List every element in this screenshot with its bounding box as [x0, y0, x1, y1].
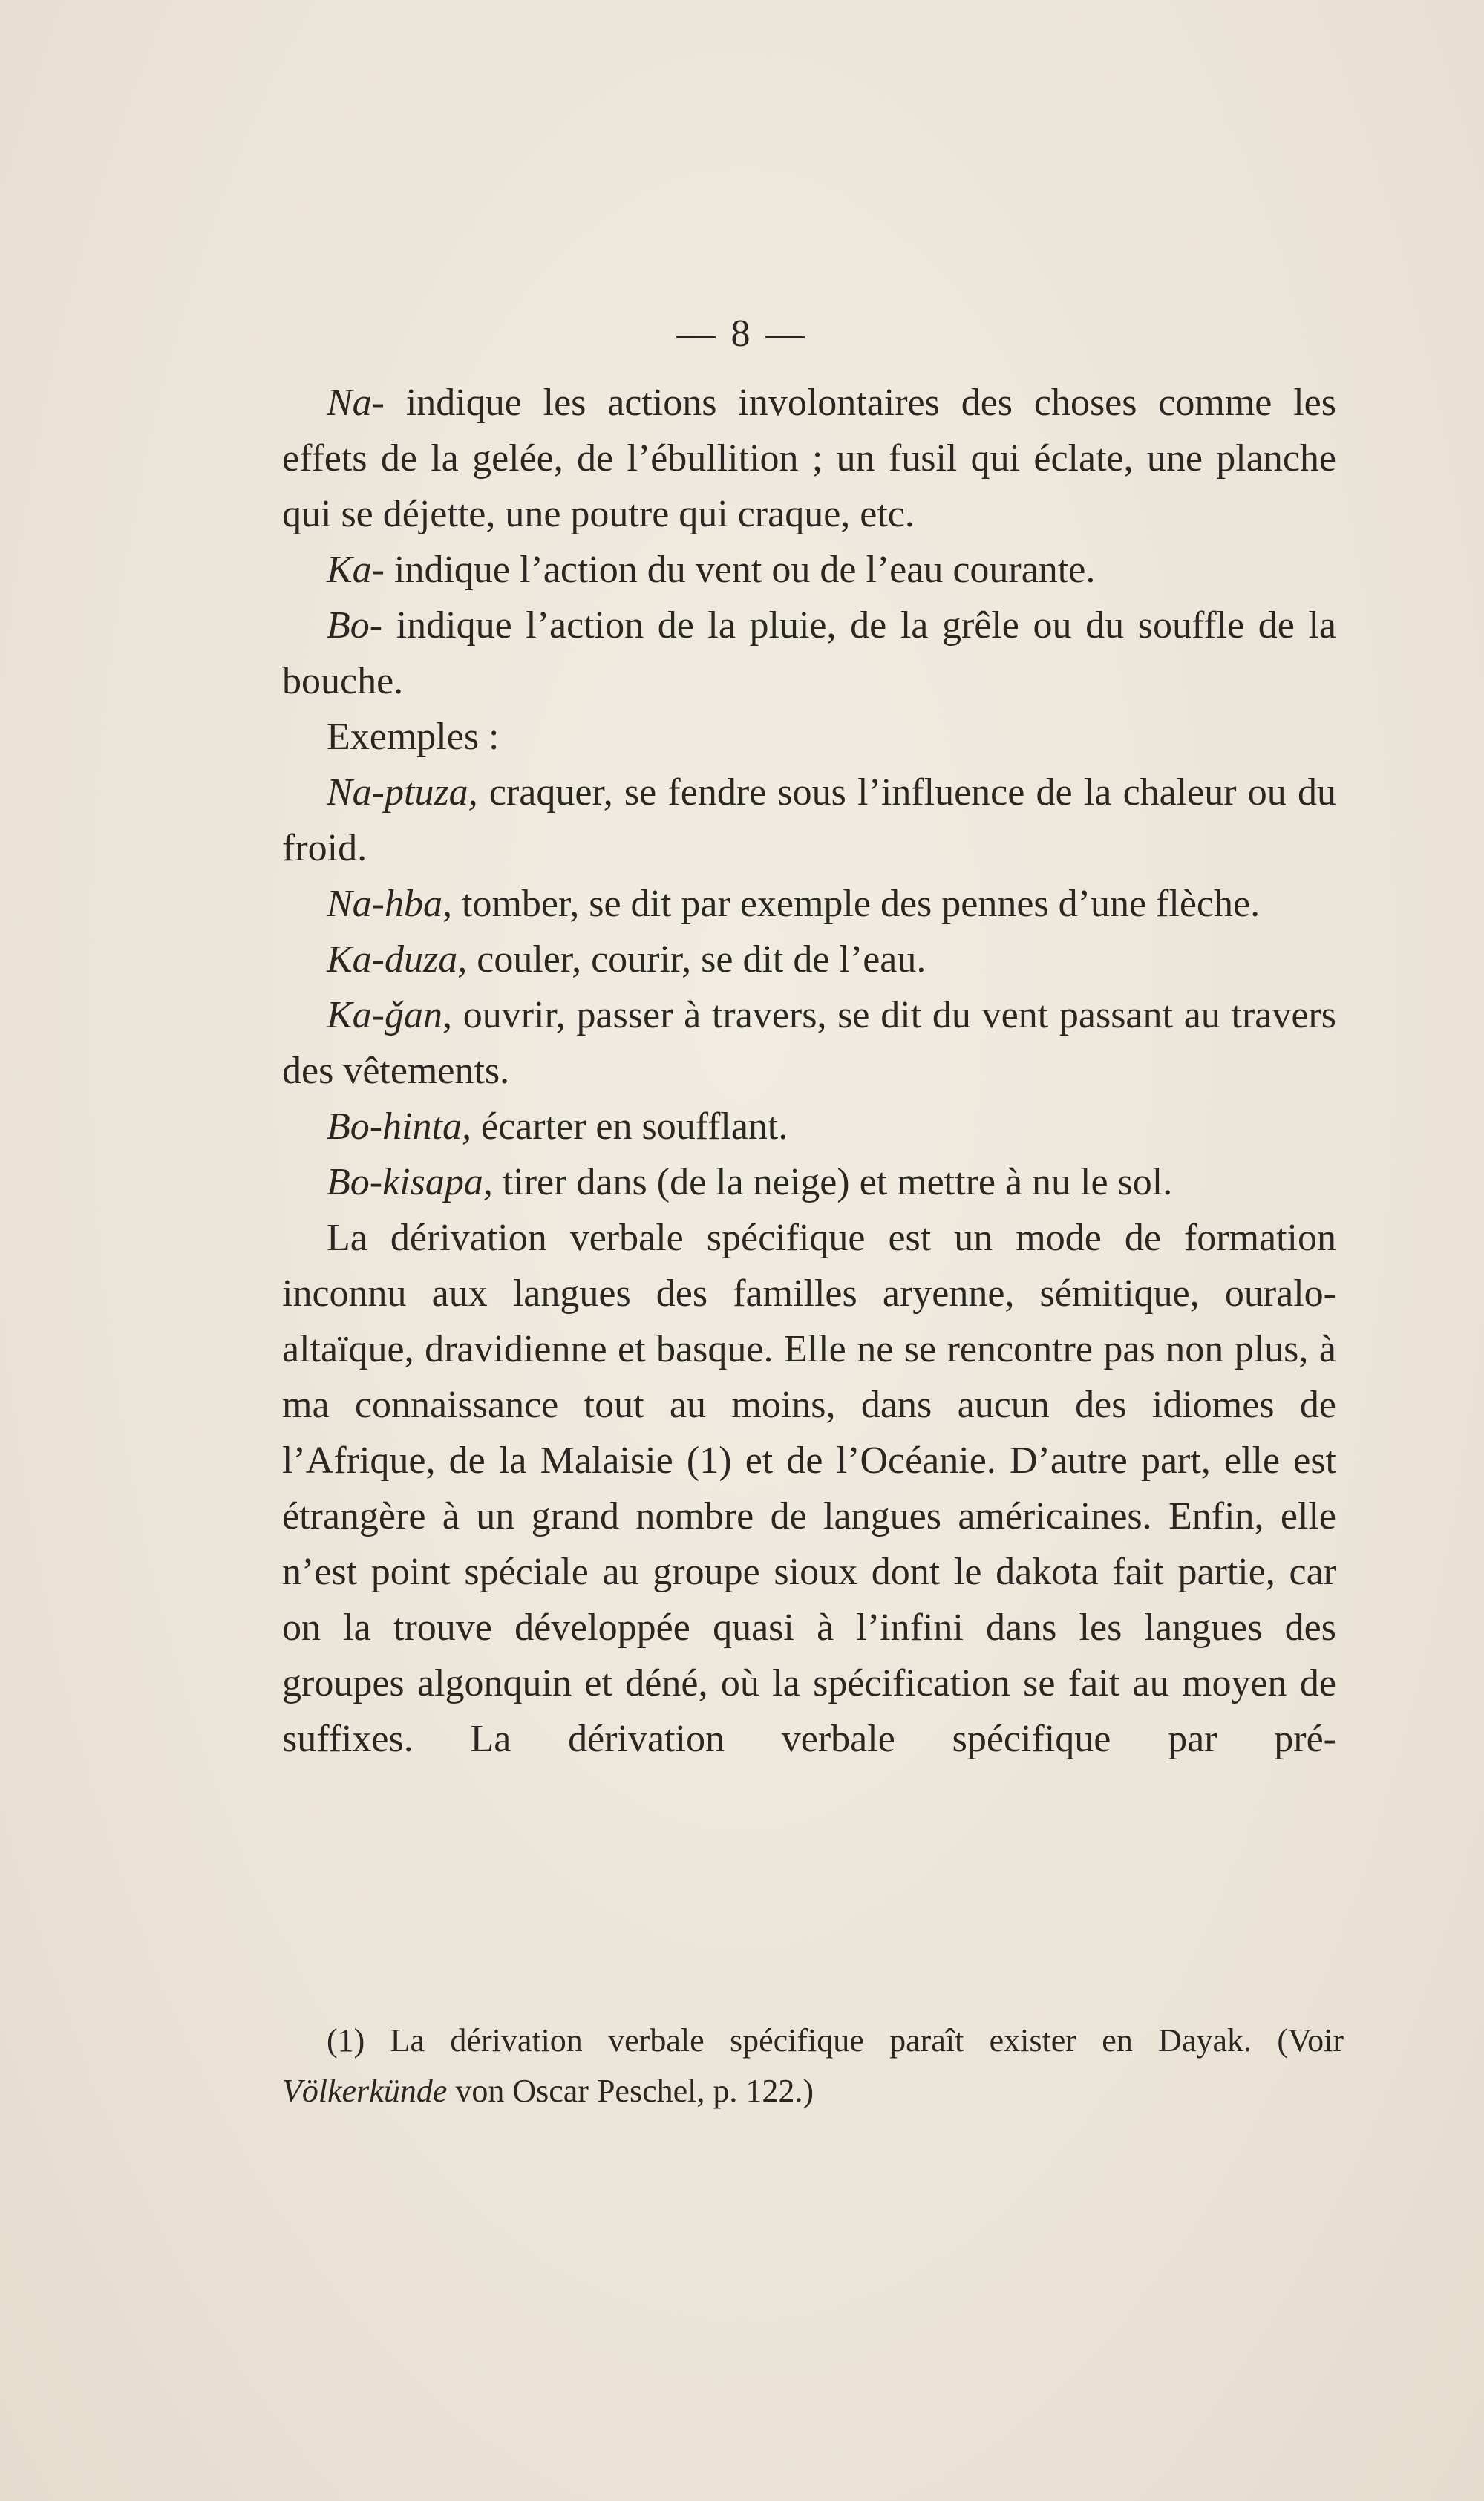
term-ka-duza: Ka-duza, — [327, 938, 468, 981]
paragraph-text: tirer dans (de la neige) et mettre à nu le sol. — [492, 1161, 1173, 1203]
example-bo-hinta — [282, 1099, 1336, 1154]
term-ka: Ka- — [327, 549, 385, 591]
paragraph-text: couler, courir, se dit de l’eau. — [467, 938, 926, 981]
paragraph-text: ouvrir, passer à travers, se dit du vent passant au travers des vêtements. — [282, 994, 1336, 1092]
paragraph-text: écarter en soufflant. — [471, 1105, 788, 1148]
paragraph-derivation: La dérivation verbale spécifique est un mode de formation inconnu aux langues des familles aryenne, sémitique, ouralo-altaïque, dravidienne et basque. Elle ne se rencontre pas non plus, à ma connaissance tout au moins, dans aucun des idiomes de l’Afrique, de la Malaisie (1) et de l’Océanie. D’autre part, elle est étrangère à un grand nombre de langues américaines. Enfin, elle n’est point spéciale au groupe sioux dont le dakota fait partie, car on la trouve développée quasi à l’infini dans les langues des groupes algonquin et déné, où la spécification se fait au moyen de suffixes. La dérivation verbale spécifique par pré- — [282, 1217, 1336, 1760]
paragraph-na — [282, 375, 1336, 542]
term-na-ptuza: Na-ptuza, — [327, 771, 478, 814]
term-na-hba: Na-hba, — [327, 883, 452, 925]
example-na-hba — [282, 876, 1336, 932]
paragraph-ka — [282, 542, 1336, 598]
term-na: Na- — [327, 382, 385, 424]
example-bo-kisapa — [282, 1154, 1336, 1210]
term-bo-hinta: Bo-hinta, — [327, 1105, 471, 1148]
paragraph-text: indique les actions involontaires des choses comme les effets de la gelée, de l’ébullition ; un fusil qui éclate, une planche qui se déjette, une poutre qui craque, etc. — [282, 382, 1336, 535]
paragraph-text: indique l’action de la pluie, de la grêle ou du souffle de la bouche. — [282, 604, 1336, 702]
footnote-tail: von Oscar Peschel, p. 122.) — [447, 2073, 814, 2109]
example-ka-duza — [282, 932, 1336, 987]
page-number: — 8 — — [676, 313, 808, 355]
footnote-text — [282, 2015, 1344, 2116]
paragraph-text: tomber, se dit par exemple des pennes d’une flèche. — [452, 883, 1261, 925]
term-ka-gan: Ka-ǧan, — [327, 994, 452, 1036]
term-bo-kisapa: Bo-kisapa, — [327, 1161, 493, 1203]
paragraph-examples — [282, 709, 1336, 765]
paragraph-text: indique l’action du vent ou de l’eau courante. — [385, 549, 1096, 591]
paragraph-text: craquer, se fendre sous l’influence de la chaleur ou du froid. — [282, 771, 1336, 869]
example-na-ptuza — [282, 765, 1336, 876]
footnote-lead: (1) La dérivation verbale spécifique paraît exister en Dayak. (Voir — [327, 2022, 1344, 2059]
footnote-book-title: Völkerkünde — [282, 2073, 448, 2109]
examples-heading: Exemples : — [327, 716, 500, 758]
term-bo: Bo- — [327, 604, 383, 647]
example-ka-gan — [282, 987, 1336, 1099]
footnote — [282, 2015, 1344, 2116]
body-text — [282, 375, 1336, 1767]
paragraph-bo — [282, 598, 1336, 709]
